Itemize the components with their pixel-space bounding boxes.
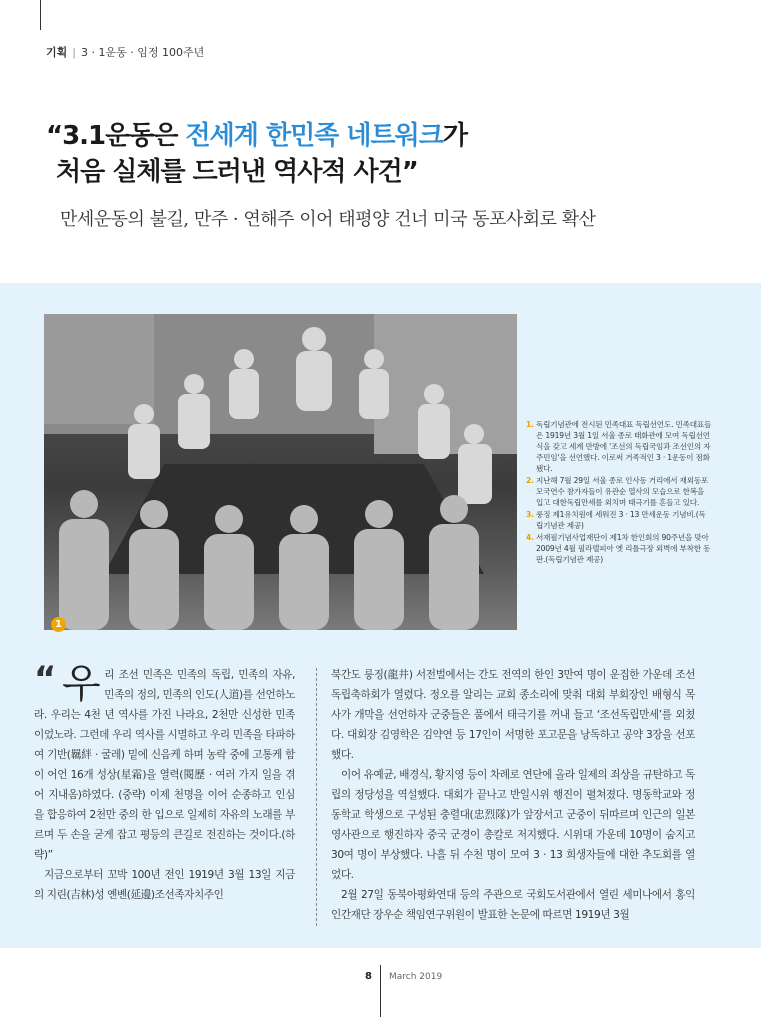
headline-line2: 처음 실체를 드러낸 역사적 사건” [56, 157, 418, 187]
caption-item [526, 475, 712, 508]
issue-month: March 2019 [389, 972, 443, 982]
column-divider [316, 668, 317, 926]
caption-item [526, 419, 712, 474]
body-column-left [34, 661, 295, 905]
top-rule [40, 0, 41, 30]
headline-open: “3.1운동은 [46, 121, 186, 151]
headline [46, 118, 726, 190]
body-paragraph: 북간도 룽징(龍井) 서전벌에서는 간도 전역의 한인 3만여 명이 운집한 가운데 조선독립축하회가 열렸다. 정오를 알리는 교회 종소리에 맞춰 대회 부회장인 배형식 목사가 개막을 선언하자 군중들은 품에서 태극기를 꺼내 들고 ‘조선독립만세’를 외쳤다. 대회장 김영학은 김약연 등 17인이 서명한 포고문을 낭독하고 공약 3장을 선포했다. [331, 669, 695, 761]
caption-item [526, 532, 712, 565]
body-paragraph: 이어 유예균, 배경식, 황지영 등이 차례로 연단에 올라 일제의 죄상을 규탄하고 독립의 정당성을 역설했다. 대회가 끝나고 반일시위 행진이 펼쳐졌다. 명동학교와 정동학교 학생으로 구성된 충렬대(忠烈隊)가 앞장서고 군중이 뒤따르며 인근의 일본영사관으로 행진하자 중국 군경이 총칼로 저지했다. 시위대 가운데 10명이 숨지고 30여 명이 부상했다. 나흘 뒤 수천 명이 모여 3 · 13 희생자들에 대한 추도회를 열었다. [331, 769, 695, 881]
caption-number: 1. [526, 420, 534, 429]
caption-number: 4. [526, 533, 534, 542]
caption-item [526, 509, 712, 531]
section-topic: 3 · 1운동 · 임정 100주년 [80, 46, 205, 59]
opening-quote-mark: “ [34, 659, 57, 699]
photo-captions [526, 419, 712, 566]
body-paragraph [34, 661, 295, 865]
body-paragraph: 2월 27일 동북아평화연대 등의 주관으로 국회도서관에서 열린 세미나에서 홍익인간재단 장우순 책임연구위원이 발표한 논문에 따르면 1919년 3월 [331, 889, 695, 921]
caption-text: 룽징 제1유치원에 세워진 3 · 13 만세운동 기념비.(독립기념관 제공) [536, 510, 706, 530]
headline-after: 가 [442, 121, 467, 151]
declaration-painting-photo [44, 314, 517, 630]
caption-number: 2. [526, 476, 534, 485]
caption-text: 서재필기념사업재단이 제1차 한인회의 90주년을 맞아 2009년 4월 필라델피아 옛 리틀극장 외벽에 부착한 동판.(독립기념관 제공) [536, 533, 711, 564]
page-number: 8 [365, 971, 372, 982]
section-label [46, 44, 204, 60]
section-name: 기획 [46, 46, 68, 59]
subheadline: 만세운동의 불길, 만주 · 연해주 이어 태평양 건너 미국 동포사회로 확산 [60, 209, 596, 230]
caption-number: 3. [526, 510, 534, 519]
body-paragraph: 지금으로부터 꼬박 100년 전인 1919년 3월 13일 지금의 지린(吉林)성 옌볜(延邊)조선족자치주인 [34, 869, 295, 901]
body-column-right [331, 665, 695, 925]
painting-illustration [44, 314, 517, 630]
caption-text: 지난해 7월 29일 서울 종로 인사동 거리에서 재외동포 모국연수 참가자들이 유관순 열사의 모습으로 한복을 입고 대한독립만세를 외치며 태극기를 흔들고 있다. [536, 476, 709, 507]
separator: | [72, 46, 76, 59]
paragraph-text: 리 조선 민족은 민족의 독립, 민족의 자유, 민족의 정의, 민족의 인도(人道)를 선언하노라. 우리는 4천 년 역사를 가진 나라요, 2천만 신성한 민족이었노라. 그런데 우리 역사를 시멸하고 우리 민족을 타파하여 기반(羈絆 · 굴레) 밑에 신음케 하며 농락 중에 고통케 함이 어언 16개 성상(星霜)을 열력(閱歷 · 여러 가지 일을 겪어 지내옴)하였다. (중략) 이제 천명을 이어 순종하고 인심을 합응하여 2천만 중의 한 입으로 일제히 자유의 노래를 부르며 두 손을 굳게 잡고 평등의 큰길로 전진하는 것이다.(하략)” [34, 669, 295, 861]
footer-rule [380, 965, 381, 1017]
drop-cap: 우 [62, 661, 101, 707]
headline-highlight: 전세계 한민족 네트워크 [185, 121, 443, 151]
caption-text: 독립기념관에 전시된 민족대표 독립선언도. 민족대표들은 1919년 3월 1일 서울 종로 태화관에 모여 독립선언식을 갖고 세계 만방에 '조선의 독립국임과 조선인의 자주민임'을 선언했다. 이로써 거족적인 3 · 1운동이 점화됐다. [536, 420, 712, 473]
photo-number-badge: 1 [51, 617, 66, 632]
